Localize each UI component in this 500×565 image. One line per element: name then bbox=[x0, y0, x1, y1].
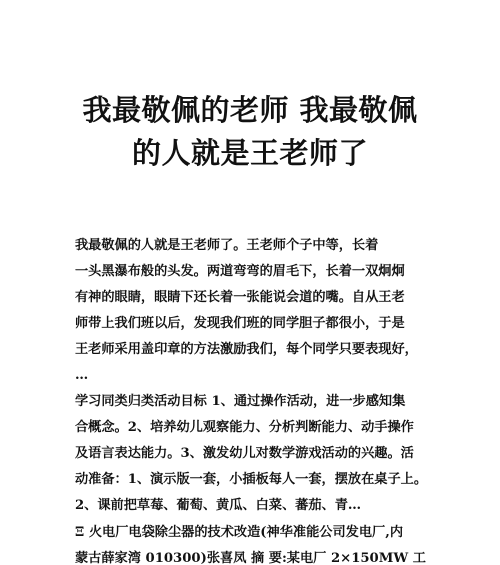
paragraph-classification-activity bbox=[75, 389, 435, 519]
document-title-line-2: 的人就是王老师了 bbox=[131, 136, 368, 170]
paragraph-line: 师带上我们班以后，发现我们班的同学胆子都很小，于是 bbox=[75, 316, 405, 331]
paragraph-line: 有神的眼睛，眼睛下还长着一张能说会道的嘴。自从王老 bbox=[75, 290, 405, 305]
paragraph-line: Ξ 火电厂电袋除尘器的技术改造(神华准能公司发电厂,内 bbox=[75, 525, 404, 540]
paragraph-line: 学习同类归类活动目标 1、通过操作活动，进一步感知集 bbox=[75, 394, 406, 409]
paragraph-favorite-teacher bbox=[75, 233, 435, 389]
paragraph-line: 一头黑瀑布般的头发。两道弯弯的眉毛下，长着一双炯炯 bbox=[75, 264, 405, 279]
paragraph-line: 合概念。2、培养幼儿观察能力、分析判断能力、动手操作 bbox=[75, 420, 414, 435]
paragraph-line: 2、课前把草莓、葡萄、黄瓜、白菜、蕃茄、青… bbox=[75, 498, 362, 513]
paragraph-line: … bbox=[75, 368, 89, 383]
paragraph-line: 我最敬佩的人就是王老师了。王老师个子中等，长着 bbox=[75, 238, 379, 253]
paragraph-dust-collector bbox=[75, 520, 435, 565]
document-title-line-1: 我最敬佩的老师 我最敬佩 bbox=[82, 93, 418, 127]
paragraph-line: 王老师采用盖印章的方法激励我们，每个同学只要表现好， bbox=[75, 342, 418, 357]
paragraph-line: 动准备：1、演示版一套，小插板每人一套，摆放在桌子上。 bbox=[75, 472, 428, 487]
paragraph-line: 蒙古薛家湾 010300)张喜凤 摘 要:某电厂 2×150MW 工 bbox=[75, 551, 426, 565]
paragraph-line: 及语言表达能力。3、激发幼儿对数学游戏活动的兴趣。活 bbox=[75, 446, 414, 461]
